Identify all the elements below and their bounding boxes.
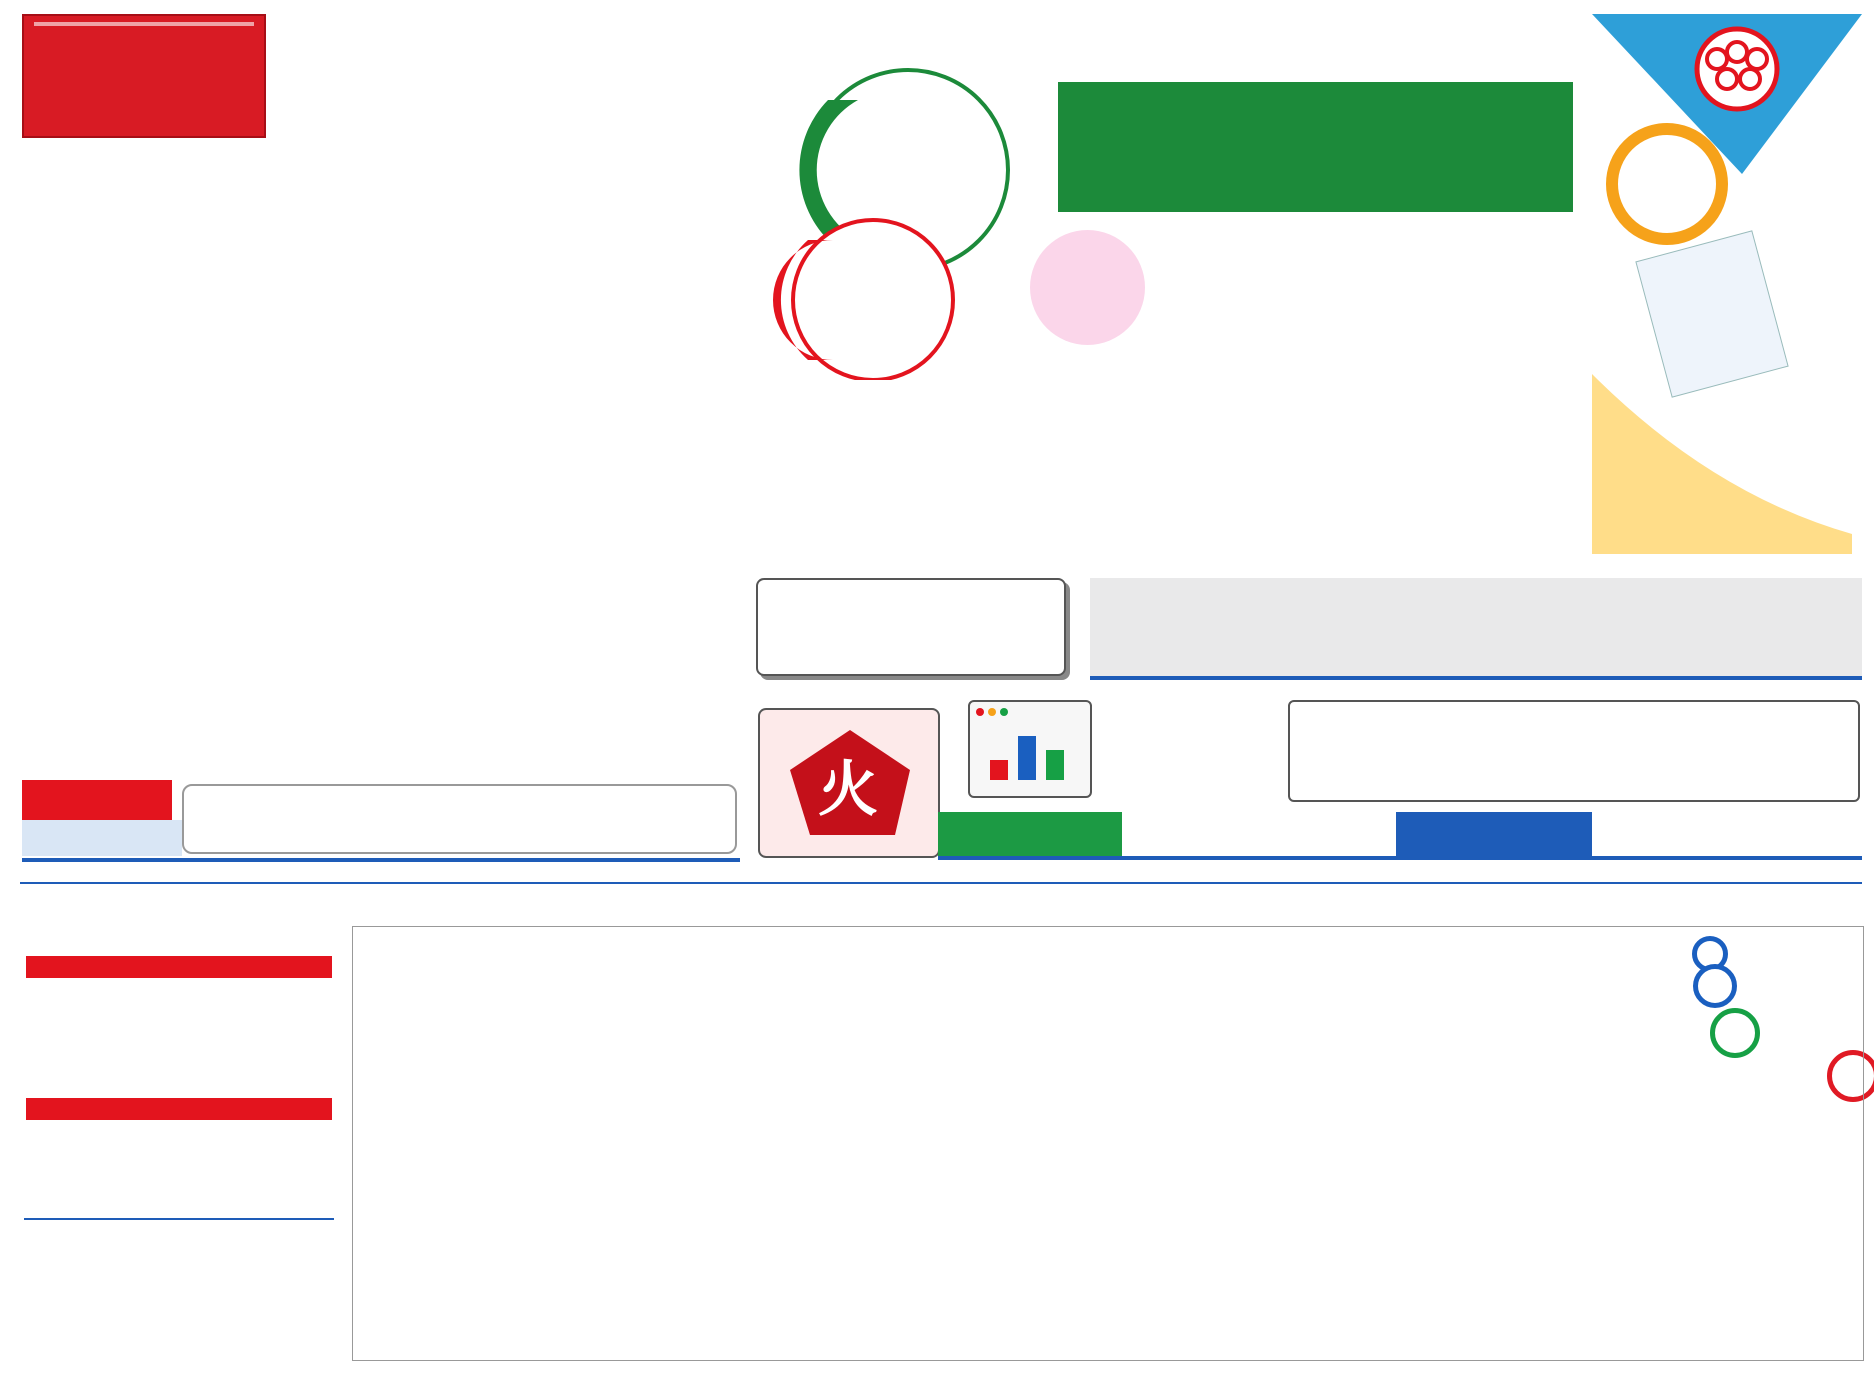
copyright-notice: [22, 14, 266, 138]
prize-head: [231, 1218, 334, 1220]
chart-icon: [968, 700, 1092, 798]
copyright-line: [34, 24, 254, 26]
main-three-label: [938, 812, 1122, 856]
special-text: [1288, 700, 1860, 802]
draw-balls: [24, 1168, 344, 1214]
special-section: [756, 700, 1862, 860]
summary-balls: [1090, 578, 1862, 680]
results-svg: [353, 927, 1865, 1362]
feature-graphic: [768, 60, 1068, 380]
hot-numbers-bar: [22, 780, 740, 862]
prize-head: [127, 1218, 230, 1220]
provider-picks: [742, 886, 1862, 926]
prize-table: [24, 1218, 334, 1220]
feature-numbers-graphic: [768, 60, 1068, 380]
legend: [26, 1098, 332, 1120]
analysis-badge: [1030, 230, 1145, 345]
summary-box: [756, 578, 1066, 676]
headline-band: [1058, 82, 1573, 212]
rules-title: [26, 956, 332, 978]
sub-three-label: [1396, 812, 1592, 856]
svg-text:火: 火: [818, 755, 878, 825]
hot-numbers-title: [22, 780, 172, 820]
special-art: [758, 708, 940, 858]
strategy-art: [1592, 14, 1862, 554]
hot-balls: [182, 784, 737, 854]
strategy-graphic: [1592, 14, 1862, 554]
lottery-chart: [20, 882, 1862, 1362]
results-grid: [352, 926, 1864, 1361]
hot-numbers-subtitle: [22, 820, 182, 856]
